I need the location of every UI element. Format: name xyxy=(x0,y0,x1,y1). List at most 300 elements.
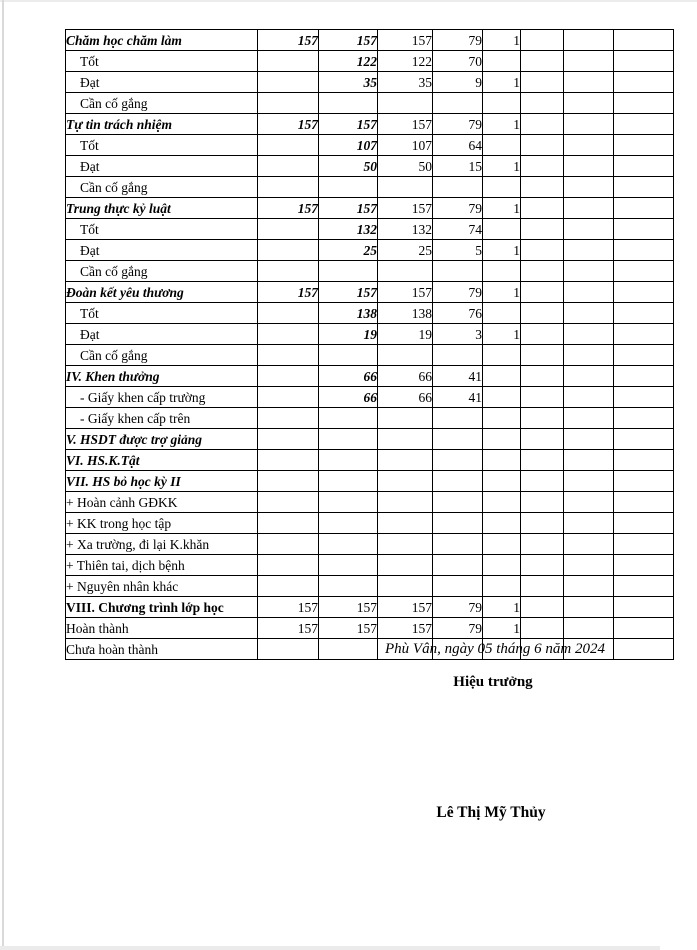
empty-cell xyxy=(378,576,433,597)
empty-cell xyxy=(564,261,614,282)
empty-cell xyxy=(319,555,378,576)
value-cell: 70 xyxy=(433,51,483,72)
row-label: Đạt xyxy=(66,324,258,345)
date-line: Phù Vân, ngày 05 tháng 6 năm 2024 xyxy=(385,641,605,657)
value-cell: 9 xyxy=(433,72,483,93)
empty-cell xyxy=(378,450,433,471)
empty-cell xyxy=(319,639,378,660)
row-label: + Nguyên nhân khác xyxy=(66,576,258,597)
empty-cell xyxy=(433,261,483,282)
empty-cell xyxy=(564,618,614,639)
empty-cell xyxy=(433,93,483,114)
empty-cell xyxy=(433,471,483,492)
value-cell: 79 xyxy=(433,114,483,135)
empty-cell xyxy=(521,513,564,534)
row-label: VII. HS bỏ học kỳ II xyxy=(66,471,258,492)
empty-cell xyxy=(521,429,564,450)
empty-cell xyxy=(319,261,378,282)
value-cell: 79 xyxy=(433,618,483,639)
empty-cell xyxy=(614,387,674,408)
value-cell: 138 xyxy=(378,303,433,324)
empty-cell xyxy=(483,576,521,597)
value-cell: 157 xyxy=(258,114,319,135)
empty-cell xyxy=(521,366,564,387)
empty-cell xyxy=(483,135,521,156)
row-label: Chăm học chăm làm xyxy=(66,30,258,51)
empty-cell xyxy=(258,366,319,387)
table-row xyxy=(66,198,674,219)
value-cell: 157 xyxy=(258,618,319,639)
empty-cell xyxy=(614,576,674,597)
row-label: + Hoàn cảnh GĐKK xyxy=(66,492,258,513)
empty-cell xyxy=(433,555,483,576)
empty-cell xyxy=(483,450,521,471)
empty-cell xyxy=(319,576,378,597)
empty-cell xyxy=(521,555,564,576)
empty-cell xyxy=(483,492,521,513)
empty-cell xyxy=(433,576,483,597)
empty-cell xyxy=(483,429,521,450)
value-cell: 157 xyxy=(258,198,319,219)
row-label: VIII. Chương trình lớp học xyxy=(66,597,258,618)
row-label: Tốt xyxy=(66,303,258,324)
empty-cell xyxy=(614,429,674,450)
value-cell: 3 xyxy=(433,324,483,345)
empty-cell xyxy=(564,345,614,366)
empty-cell xyxy=(614,366,674,387)
empty-cell xyxy=(433,492,483,513)
empty-cell xyxy=(483,345,521,366)
value-cell: 41 xyxy=(433,387,483,408)
empty-cell xyxy=(433,408,483,429)
page-edge-top xyxy=(0,0,697,2)
value-cell: 122 xyxy=(378,51,433,72)
table-row xyxy=(66,555,674,576)
value-cell: 1 xyxy=(483,198,521,219)
empty-cell xyxy=(378,534,433,555)
empty-cell xyxy=(483,51,521,72)
table-row xyxy=(66,114,674,135)
row-label: + KK trong học tập xyxy=(66,513,258,534)
empty-cell xyxy=(319,534,378,555)
empty-cell xyxy=(614,72,674,93)
value-cell: 19 xyxy=(319,324,378,345)
empty-cell xyxy=(614,156,674,177)
value-cell: 107 xyxy=(378,135,433,156)
empty-cell xyxy=(614,93,674,114)
empty-cell xyxy=(483,261,521,282)
row-label: Cần cố gắng xyxy=(66,345,258,366)
value-cell: 1 xyxy=(483,156,521,177)
empty-cell xyxy=(258,534,319,555)
empty-cell xyxy=(319,492,378,513)
row-label: Đoàn kết yêu thương xyxy=(66,282,258,303)
empty-cell xyxy=(521,240,564,261)
row-label: Cần cố gắng xyxy=(66,261,258,282)
table-row xyxy=(66,450,674,471)
table-row xyxy=(66,618,674,639)
empty-cell xyxy=(319,93,378,114)
empty-cell xyxy=(614,51,674,72)
empty-cell xyxy=(564,450,614,471)
empty-cell xyxy=(564,135,614,156)
value-cell: 157 xyxy=(378,282,433,303)
empty-cell xyxy=(564,219,614,240)
empty-cell xyxy=(564,177,614,198)
empty-cell xyxy=(483,555,521,576)
value-cell: 157 xyxy=(378,618,433,639)
value-cell: 19 xyxy=(378,324,433,345)
empty-cell xyxy=(564,156,614,177)
empty-cell xyxy=(614,639,674,660)
empty-cell xyxy=(564,471,614,492)
empty-cell xyxy=(564,72,614,93)
table-row xyxy=(66,324,674,345)
empty-cell xyxy=(319,513,378,534)
table-row xyxy=(66,156,674,177)
row-label: Tốt xyxy=(66,51,258,72)
empty-cell xyxy=(378,513,433,534)
table-row xyxy=(66,408,674,429)
signer-name: Lê Thị Mỹ Thủy xyxy=(436,804,546,821)
empty-cell xyxy=(483,219,521,240)
empty-cell xyxy=(521,597,564,618)
empty-cell xyxy=(521,450,564,471)
empty-cell xyxy=(614,450,674,471)
empty-cell xyxy=(564,324,614,345)
empty-cell xyxy=(258,576,319,597)
empty-cell xyxy=(564,282,614,303)
empty-cell xyxy=(319,429,378,450)
empty-cell xyxy=(521,387,564,408)
row-label: Cần cố gắng xyxy=(66,177,258,198)
empty-cell xyxy=(378,261,433,282)
value-cell: 1 xyxy=(483,114,521,135)
table-row xyxy=(66,534,674,555)
empty-cell xyxy=(614,303,674,324)
value-cell: 79 xyxy=(433,198,483,219)
value-cell: 5 xyxy=(433,240,483,261)
empty-cell xyxy=(564,198,614,219)
empty-cell xyxy=(521,471,564,492)
value-cell: 157 xyxy=(319,30,378,51)
empty-cell xyxy=(614,135,674,156)
value-cell: 79 xyxy=(433,597,483,618)
value-cell: 138 xyxy=(319,303,378,324)
empty-cell xyxy=(258,240,319,261)
empty-cell xyxy=(564,366,614,387)
row-label: + Thiên tai, dịch bệnh xyxy=(66,555,258,576)
empty-cell xyxy=(614,282,674,303)
empty-cell xyxy=(614,324,674,345)
empty-cell xyxy=(378,408,433,429)
empty-cell xyxy=(614,408,674,429)
table-row xyxy=(66,93,674,114)
table-row xyxy=(66,135,674,156)
empty-cell xyxy=(614,114,674,135)
row-label: Đạt xyxy=(66,156,258,177)
empty-cell xyxy=(258,156,319,177)
value-cell: 35 xyxy=(378,72,433,93)
row-label: Đạt xyxy=(66,240,258,261)
empty-cell xyxy=(521,618,564,639)
empty-cell xyxy=(433,177,483,198)
empty-cell xyxy=(319,471,378,492)
empty-cell xyxy=(521,156,564,177)
empty-cell xyxy=(258,492,319,513)
table-row xyxy=(66,366,674,387)
empty-cell xyxy=(564,30,614,51)
row-label: Trung thực kỷ luật xyxy=(66,198,258,219)
row-label: Tốt xyxy=(66,135,258,156)
empty-cell xyxy=(564,555,614,576)
value-cell: 157 xyxy=(258,282,319,303)
value-cell: 1 xyxy=(483,618,521,639)
table-row xyxy=(66,30,674,51)
table-row xyxy=(66,429,674,450)
empty-cell xyxy=(258,555,319,576)
principal-title: Hiệu trưởng xyxy=(453,674,533,690)
empty-cell xyxy=(521,219,564,240)
value-cell: 74 xyxy=(433,219,483,240)
value-cell: 66 xyxy=(319,387,378,408)
value-cell: 41 xyxy=(433,366,483,387)
value-cell: 157 xyxy=(319,597,378,618)
empty-cell xyxy=(483,408,521,429)
empty-cell xyxy=(483,366,521,387)
empty-cell xyxy=(319,408,378,429)
empty-cell xyxy=(433,429,483,450)
table-row xyxy=(66,492,674,513)
value-cell: 157 xyxy=(319,618,378,639)
value-cell: 50 xyxy=(378,156,433,177)
value-cell: 157 xyxy=(258,30,319,51)
empty-cell xyxy=(564,576,614,597)
value-cell: 25 xyxy=(378,240,433,261)
empty-cell xyxy=(319,450,378,471)
empty-cell xyxy=(521,408,564,429)
value-cell: 157 xyxy=(319,282,378,303)
table-row xyxy=(66,597,674,618)
row-label: Hoàn thành xyxy=(66,618,258,639)
table-row xyxy=(66,387,674,408)
value-cell: 1 xyxy=(483,597,521,618)
empty-cell xyxy=(258,387,319,408)
empty-cell xyxy=(521,324,564,345)
empty-cell xyxy=(614,597,674,618)
row-label: Chưa hoàn thành xyxy=(66,639,258,660)
empty-cell xyxy=(433,345,483,366)
table-row xyxy=(66,282,674,303)
value-cell: 76 xyxy=(433,303,483,324)
row-label: Đạt xyxy=(66,72,258,93)
table-row xyxy=(66,261,674,282)
row-label: - Giấy khen cấp trường xyxy=(66,387,258,408)
table-row xyxy=(66,345,674,366)
empty-cell xyxy=(614,618,674,639)
empty-cell xyxy=(521,135,564,156)
empty-cell xyxy=(564,429,614,450)
value-cell: 157 xyxy=(378,30,433,51)
value-cell: 66 xyxy=(378,366,433,387)
value-cell: 25 xyxy=(319,240,378,261)
empty-cell xyxy=(614,261,674,282)
value-cell: 1 xyxy=(483,30,521,51)
empty-cell xyxy=(319,177,378,198)
empty-cell xyxy=(614,345,674,366)
value-cell: 1 xyxy=(483,72,521,93)
value-cell: 157 xyxy=(378,198,433,219)
empty-cell xyxy=(521,492,564,513)
row-label: IV. Khen thưởng xyxy=(66,366,258,387)
value-cell: 157 xyxy=(319,198,378,219)
empty-cell xyxy=(521,177,564,198)
empty-cell xyxy=(319,345,378,366)
empty-cell xyxy=(564,513,614,534)
empty-cell xyxy=(614,219,674,240)
empty-cell xyxy=(614,177,674,198)
empty-cell xyxy=(258,72,319,93)
empty-cell xyxy=(521,345,564,366)
empty-cell xyxy=(521,261,564,282)
empty-cell xyxy=(378,429,433,450)
value-cell: 79 xyxy=(433,30,483,51)
empty-cell xyxy=(521,30,564,51)
empty-cell xyxy=(521,51,564,72)
value-cell: 1 xyxy=(483,240,521,261)
empty-cell xyxy=(378,345,433,366)
value-cell: 15 xyxy=(433,156,483,177)
empty-cell xyxy=(258,177,319,198)
value-cell: 66 xyxy=(378,387,433,408)
empty-cell xyxy=(521,114,564,135)
empty-cell xyxy=(378,177,433,198)
row-label: VI. HS.K.Tật xyxy=(66,450,258,471)
empty-cell xyxy=(521,534,564,555)
row-label: Tốt xyxy=(66,219,258,240)
empty-cell xyxy=(614,240,674,261)
value-cell: 157 xyxy=(378,597,433,618)
empty-cell xyxy=(614,198,674,219)
empty-cell xyxy=(483,303,521,324)
empty-cell xyxy=(433,450,483,471)
page-edge-left xyxy=(2,0,4,950)
table-row xyxy=(66,303,674,324)
empty-cell xyxy=(483,387,521,408)
empty-cell xyxy=(564,492,614,513)
value-cell: 132 xyxy=(319,219,378,240)
value-cell: 157 xyxy=(319,114,378,135)
empty-cell xyxy=(258,408,319,429)
empty-cell xyxy=(521,198,564,219)
empty-cell xyxy=(564,534,614,555)
empty-cell xyxy=(378,471,433,492)
value-cell: 132 xyxy=(378,219,433,240)
empty-cell xyxy=(521,303,564,324)
empty-cell xyxy=(483,534,521,555)
value-cell: 1 xyxy=(483,282,521,303)
empty-cell xyxy=(614,492,674,513)
empty-cell xyxy=(483,93,521,114)
empty-cell xyxy=(258,639,319,660)
row-label: V. HSDT được trợ giảng xyxy=(66,429,258,450)
empty-cell xyxy=(258,219,319,240)
value-cell: 157 xyxy=(378,114,433,135)
row-label: Cần cố gắng xyxy=(66,93,258,114)
empty-cell xyxy=(614,30,674,51)
empty-cell xyxy=(564,387,614,408)
value-cell: 122 xyxy=(319,51,378,72)
value-cell: 66 xyxy=(319,366,378,387)
table-row xyxy=(66,51,674,72)
value-cell: 64 xyxy=(433,135,483,156)
row-label: Tự tin trách nhiệm xyxy=(66,114,258,135)
table-row xyxy=(66,240,674,261)
empty-cell xyxy=(258,324,319,345)
empty-cell xyxy=(521,72,564,93)
empty-cell xyxy=(258,51,319,72)
empty-cell xyxy=(614,555,674,576)
table-row xyxy=(66,72,674,93)
empty-cell xyxy=(521,93,564,114)
table-row xyxy=(66,576,674,597)
page-edge-bottom xyxy=(0,946,660,950)
empty-cell xyxy=(483,513,521,534)
table-row xyxy=(66,177,674,198)
empty-cell xyxy=(258,513,319,534)
empty-cell xyxy=(258,345,319,366)
empty-cell xyxy=(564,114,614,135)
empty-cell xyxy=(258,303,319,324)
empty-cell xyxy=(564,240,614,261)
empty-cell xyxy=(258,261,319,282)
report-table xyxy=(65,29,674,660)
value-cell: 157 xyxy=(258,597,319,618)
table-row xyxy=(66,219,674,240)
empty-cell xyxy=(378,555,433,576)
value-cell: 1 xyxy=(483,324,521,345)
empty-cell xyxy=(258,135,319,156)
empty-cell xyxy=(521,576,564,597)
value-cell: 50 xyxy=(319,156,378,177)
empty-cell xyxy=(564,51,614,72)
empty-cell xyxy=(483,177,521,198)
table-row xyxy=(66,471,674,492)
empty-cell xyxy=(564,408,614,429)
empty-cell xyxy=(258,471,319,492)
empty-cell xyxy=(378,492,433,513)
empty-cell xyxy=(614,534,674,555)
empty-cell xyxy=(564,303,614,324)
empty-cell xyxy=(378,93,433,114)
empty-cell xyxy=(521,282,564,303)
empty-cell xyxy=(614,471,674,492)
table-row xyxy=(66,513,674,534)
empty-cell xyxy=(564,597,614,618)
empty-cell xyxy=(564,93,614,114)
empty-cell xyxy=(258,429,319,450)
row-label: + Xa trường, đi lại K.khăn xyxy=(66,534,258,555)
value-cell: 107 xyxy=(319,135,378,156)
empty-cell xyxy=(483,471,521,492)
empty-cell xyxy=(614,513,674,534)
value-cell: 35 xyxy=(319,72,378,93)
empty-cell xyxy=(433,534,483,555)
row-label: - Giấy khen cấp trên xyxy=(66,408,258,429)
empty-cell xyxy=(258,450,319,471)
empty-cell xyxy=(258,93,319,114)
empty-cell xyxy=(433,513,483,534)
